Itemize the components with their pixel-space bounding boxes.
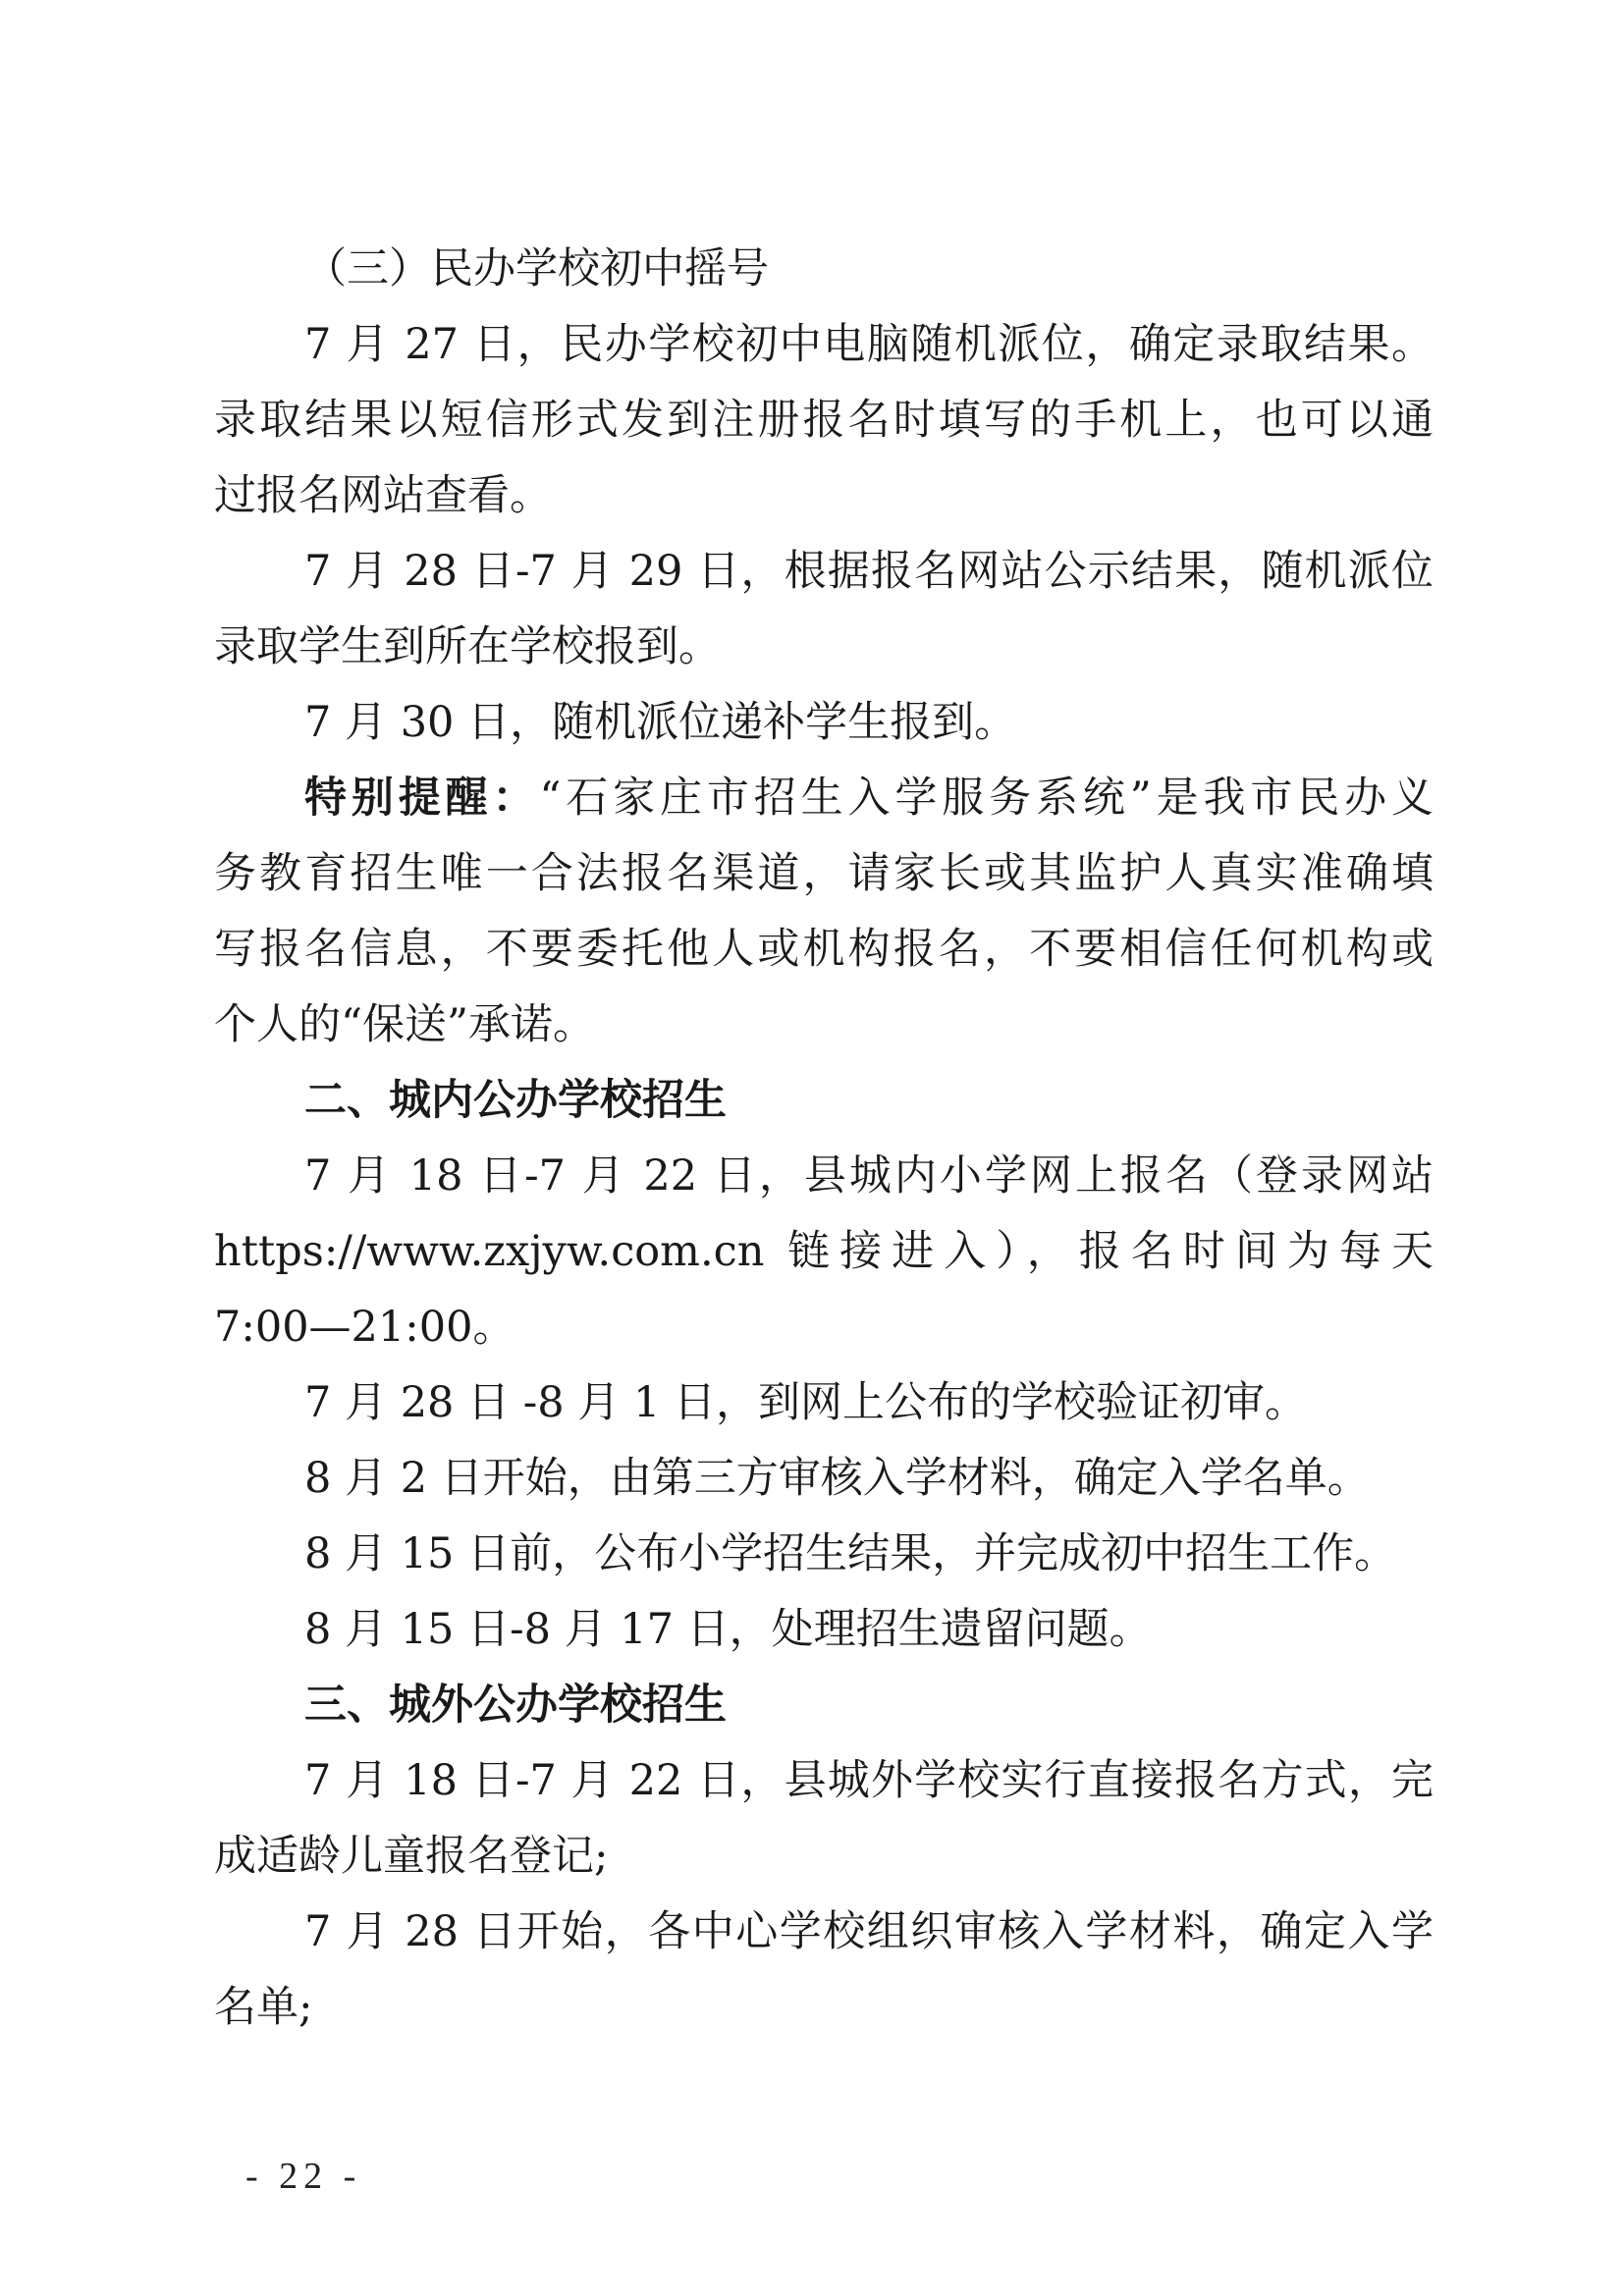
section-heading-urban-public: 二、城内公办学校招生 (304, 1076, 727, 1125)
paragraph-line: 7 月 28 日 -8 月 1 日，到网上公布的学校验证初审。 (304, 1378, 1307, 1427)
special-reminder-text: “石家庄市招生入学服务系统”是我市民办义 (539, 774, 1435, 823)
special-reminder-line (214, 761, 1434, 836)
paragraph-line: 7 月 28 日-7 月 29 日，根据报名网站公示结果，随机派位 (304, 547, 1434, 596)
paragraph-line: 录取结果以短信形式发到注册报名时填写的手机上，也可以通 (214, 396, 1434, 445)
paragraph-line: 录取学生到所在学校报到。 (214, 622, 721, 671)
page-number: - 22 - (245, 2156, 362, 2197)
paragraph-line: 过报名网站查看。 (214, 471, 552, 520)
paragraph-line: 7 月 18 日-7 月 22 日，县城内小学网上报名（登录网站 (304, 1151, 1434, 1201)
paragraph-line: 个人的“保送”承诺。 (214, 1000, 595, 1049)
paragraph-line: 写报名信息，不要委托他人或机构报名，不要相信任何机构或 (214, 925, 1434, 974)
paragraph-line: 7 月 28 日开始，各中心学校组织审核入学材料，确定入学 (304, 1907, 1434, 1956)
registration-url-line: https://www.zxjyw.com.cn 链接进入），报名时间为每天 (214, 1227, 1434, 1276)
section-heading-private-lottery: （三）民办学校初中摇号 (304, 244, 769, 294)
paragraph-line: 7 月 18 日-7 月 22 日，县城外学校实行直接报名方式，完 (304, 1756, 1434, 1805)
paragraph-line: 8 月 15 日-8 月 17 日，处理招生遗留问题。 (304, 1605, 1152, 1654)
paragraph-line: 8 月 2 日开始，由第三方审核入学材料，确定入学名单。 (304, 1454, 1370, 1503)
paragraph-line: 7 月 27 日，民办学校初中电脑随机派位，确定录取结果。 (304, 320, 1434, 369)
document-body (214, 232, 1434, 2046)
section-heading-rural-public: 三、城外公办学校招生 (304, 1681, 727, 1730)
registration-hours-line: 7:00—21:00。 (214, 1303, 515, 1352)
special-reminder-label: 特别提醒： (304, 774, 540, 823)
paragraph-line: 成适龄儿童报名登记; (214, 1832, 609, 1881)
paragraph-line: 名单; (214, 1983, 313, 2032)
paragraph-line: 务教育招生唯一合法报名渠道，请家长或其监护人真实准确填 (214, 849, 1434, 898)
paragraph-line: 8 月 15 日前，公布小学招生结果，并完成初中招生工作。 (304, 1529, 1397, 1578)
paragraph-line: 7 月 30 日，随机派位递补学生报到。 (304, 698, 1017, 747)
